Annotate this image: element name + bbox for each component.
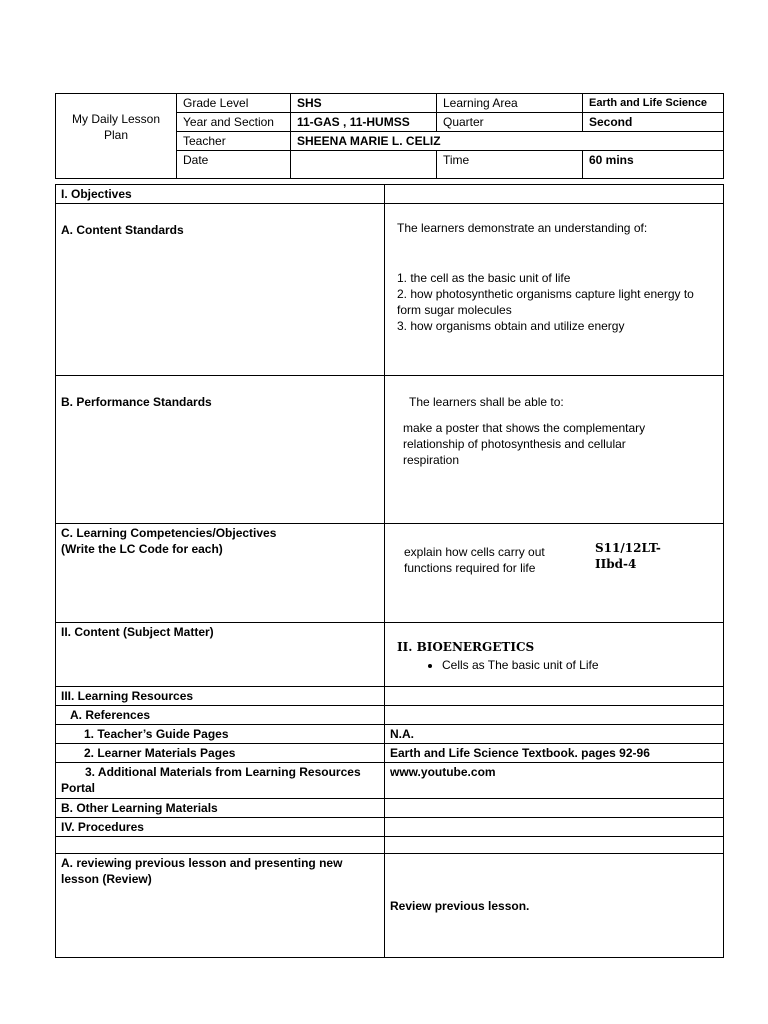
competency-cell bbox=[385, 524, 724, 623]
review-value: Review previous lesson. bbox=[385, 854, 724, 958]
performance-standards-cell bbox=[385, 376, 724, 524]
other-materials-empty bbox=[385, 799, 724, 818]
resources-empty bbox=[385, 687, 724, 706]
plan-title: My Daily Lesson Plan bbox=[56, 94, 177, 179]
lesson-body-table bbox=[55, 184, 724, 958]
procedures-empty bbox=[385, 818, 724, 837]
teachers-guide-value: N.A. bbox=[385, 725, 724, 744]
resources-heading: III. Learning Resources bbox=[56, 687, 385, 706]
performance-intro: The learners shall be able to: bbox=[409, 395, 564, 409]
time-label: Time bbox=[437, 151, 583, 179]
additional-materials-cell bbox=[56, 763, 385, 799]
teacher-label: Teacher bbox=[177, 132, 291, 151]
learner-materials-label: 2. Learner Materials Pages bbox=[56, 744, 385, 763]
content-bullet: • Cells as The basic unit of Life bbox=[442, 657, 711, 673]
year-section-value: 11-GAS , 11-HUMSS bbox=[291, 113, 437, 132]
date-value bbox=[291, 151, 437, 179]
grade-level-label: Grade Level bbox=[177, 94, 291, 113]
content-title: II. BIOENERGETICS bbox=[397, 640, 535, 654]
procedures-blank-row-right bbox=[385, 837, 724, 854]
objectives-heading: I. Objectives bbox=[56, 185, 385, 204]
header-table bbox=[55, 93, 724, 179]
learner-materials-value: Earth and Life Science Textbook. pages 92-96 bbox=[385, 744, 724, 763]
content-standard-item-1: 1. the cell as the basic unit of life bbox=[397, 271, 571, 285]
content-standards-label: A. Content Standards bbox=[56, 204, 385, 376]
references-empty bbox=[385, 706, 724, 725]
competency-text: explain how cells carry out functions required for life bbox=[404, 545, 545, 575]
performance-standards-label: B. Performance Standards bbox=[56, 376, 385, 524]
date-label: Date bbox=[177, 151, 291, 179]
content-standard-item-2: 2. how photosynthetic organisms capture light energy to form sugar molecules bbox=[397, 287, 694, 317]
time-value: 60 mins bbox=[583, 151, 724, 179]
content-label: II. Content (Subject Matter) bbox=[56, 623, 385, 687]
competencies-label-cell bbox=[56, 524, 385, 623]
grade-level-value: SHS bbox=[291, 94, 437, 113]
additional-materials-label: 3. Additional Materials from Learning Resources Portal bbox=[61, 765, 361, 795]
learning-area-value: Earth and Life Science bbox=[583, 94, 724, 113]
performance-text: make a poster that shows the complementary relationship of photosynthesis and cellular respiration bbox=[403, 421, 646, 467]
content-cell bbox=[385, 623, 724, 687]
other-materials-label: B. Other Learning Materials bbox=[56, 799, 385, 818]
competencies-label-2: (Write the LC Code for each) bbox=[61, 542, 223, 556]
quarter-value: Second bbox=[583, 113, 724, 132]
competency-code: S11/12LT-IIbd-4 bbox=[595, 541, 661, 571]
quarter-label: Quarter bbox=[437, 113, 583, 132]
procedures-heading: IV. Procedures bbox=[56, 818, 385, 837]
objectives-empty bbox=[385, 185, 724, 204]
content-standards-intro: The learners demonstrate an understanding of: bbox=[397, 221, 648, 235]
content-standards-cell bbox=[385, 204, 724, 376]
teacher-value: SHEENA MARIE L. CELIZ bbox=[291, 132, 724, 151]
references-label: A. References bbox=[56, 706, 385, 725]
teachers-guide-label: 1. Teacher’s Guide Pages bbox=[56, 725, 385, 744]
learning-area-label: Learning Area bbox=[437, 94, 583, 113]
content-standard-item-3: 3. how organisms obtain and utilize energy bbox=[397, 319, 625, 333]
content-bullets bbox=[397, 657, 711, 673]
competencies-label-1: C. Learning Competencies/Objectives bbox=[61, 526, 277, 540]
additional-materials-value: www.youtube.com bbox=[385, 763, 724, 799]
review-label: A. reviewing previous lesson and presenting new lesson (Review) bbox=[56, 854, 385, 958]
year-section-label: Year and Section bbox=[177, 113, 291, 132]
procedures-blank-row bbox=[56, 837, 385, 854]
